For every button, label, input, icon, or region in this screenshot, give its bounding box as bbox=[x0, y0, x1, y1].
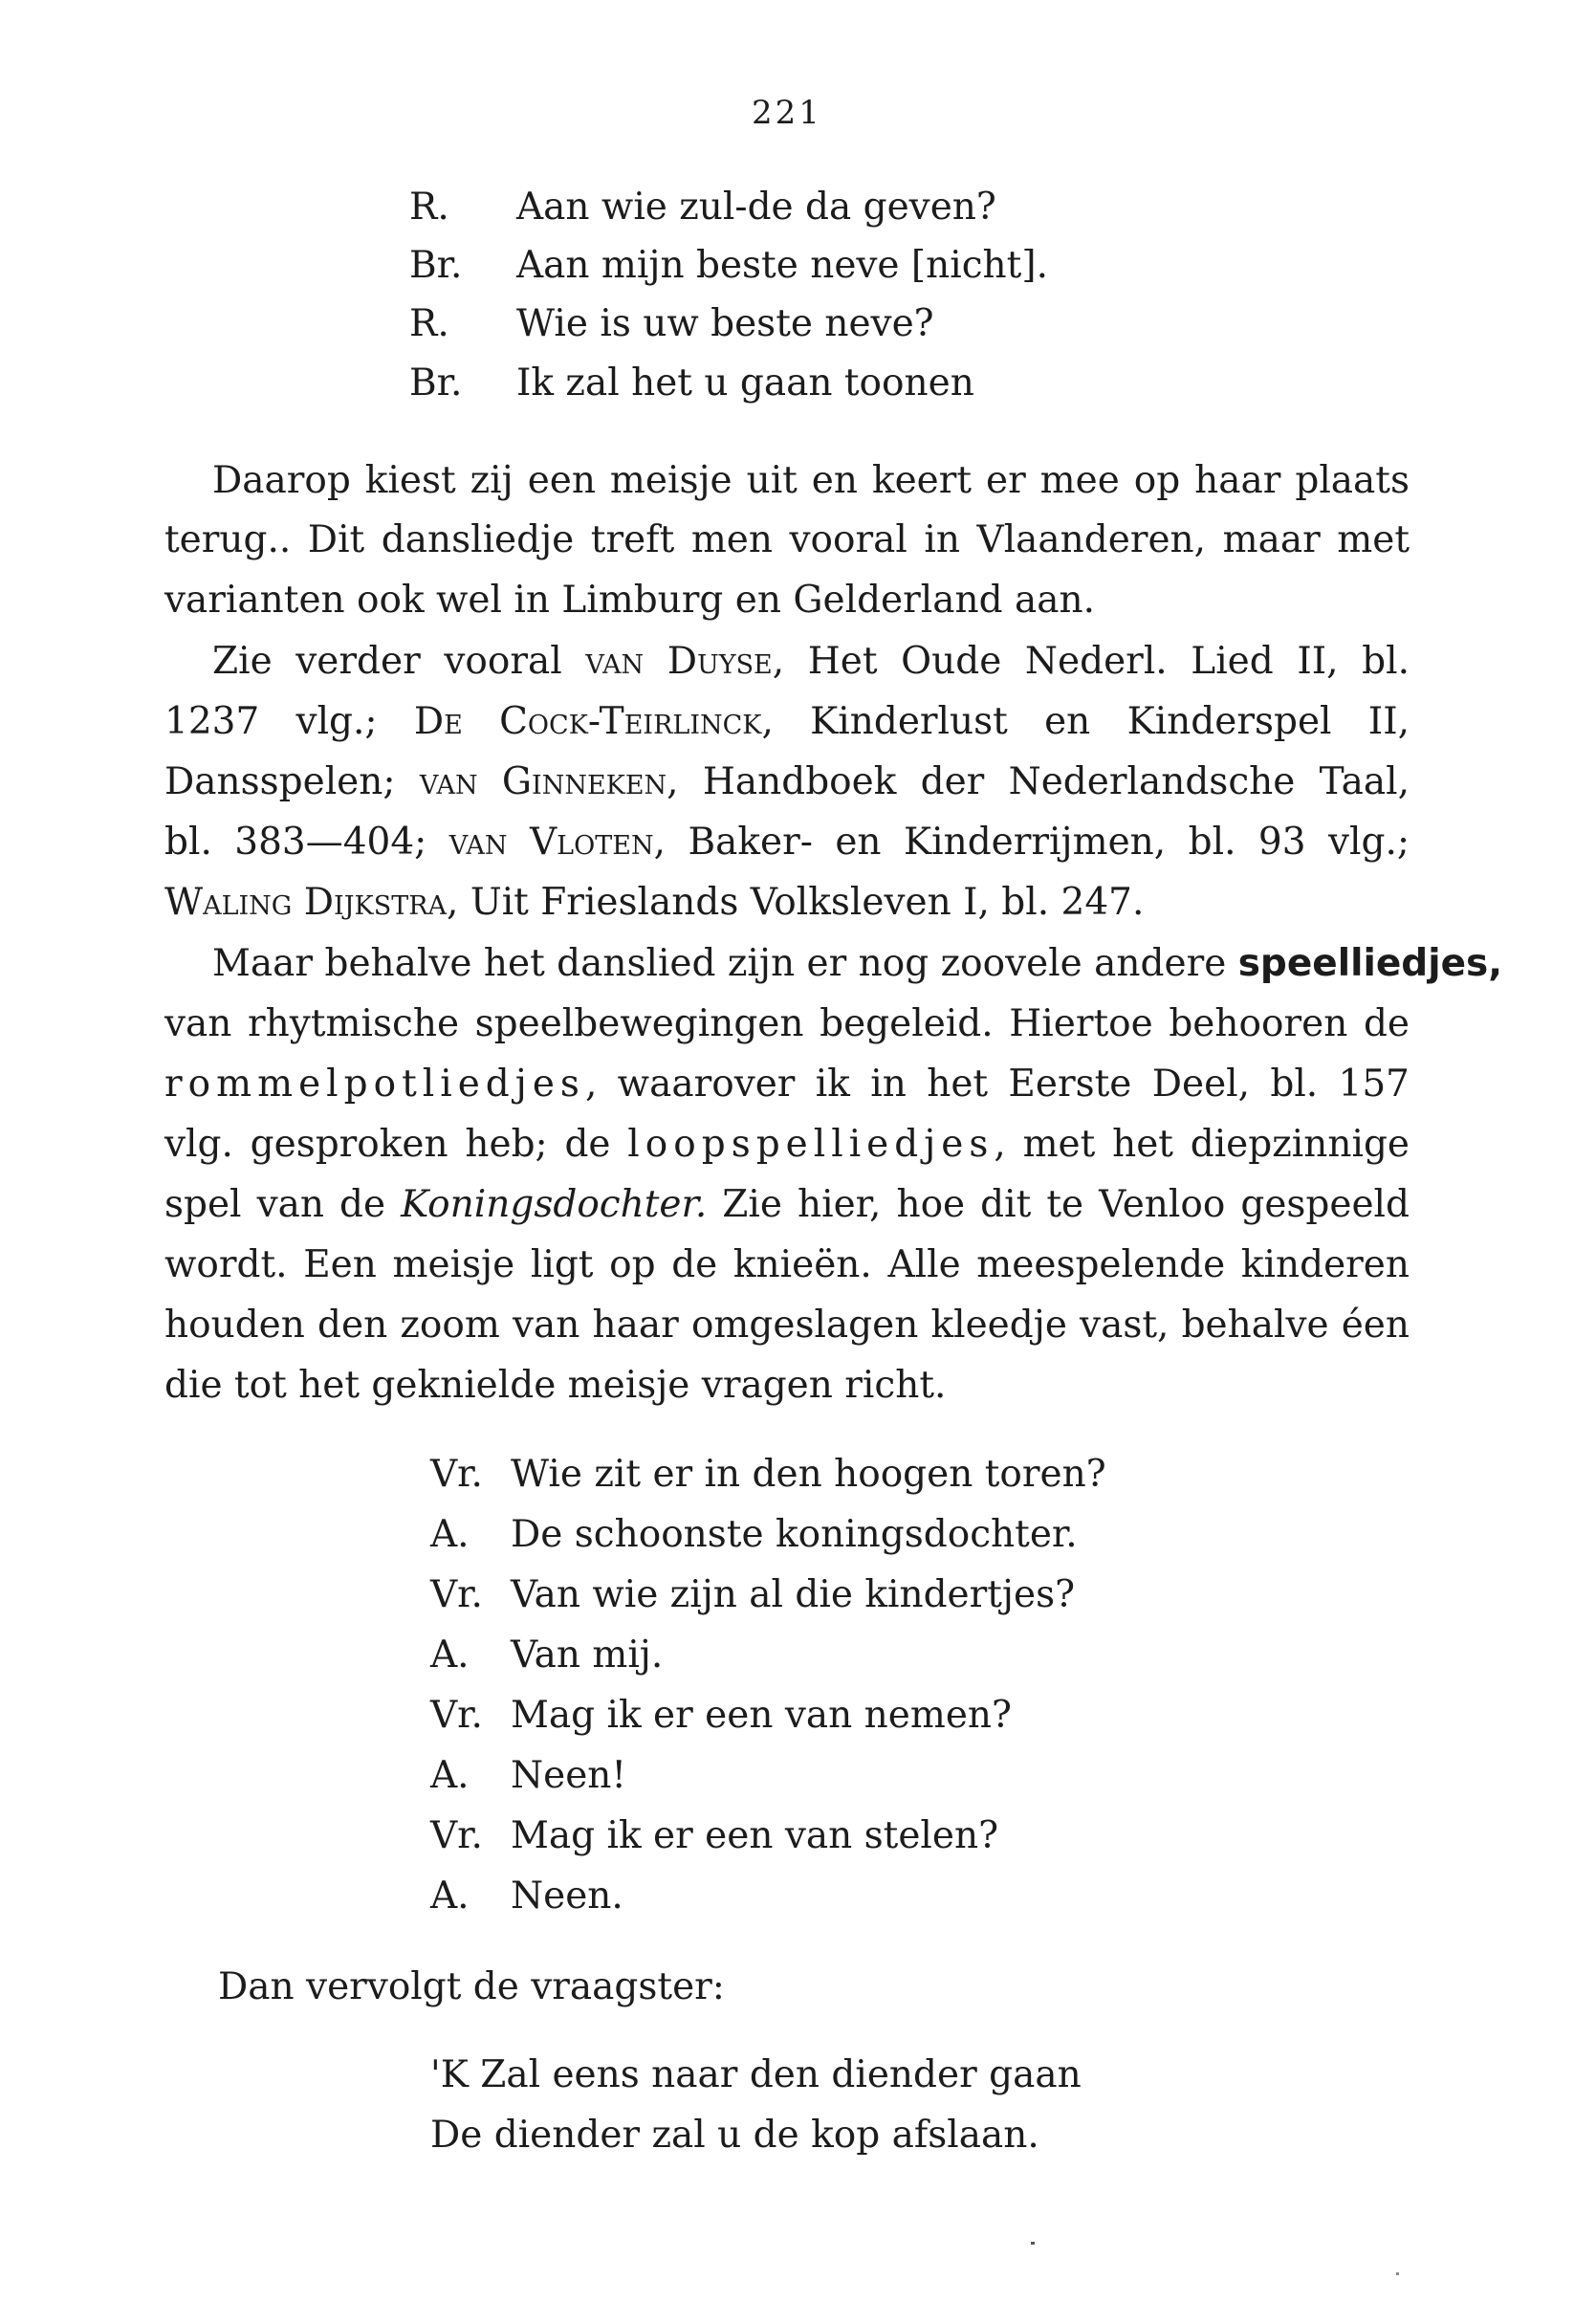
text-line bbox=[164, 1063, 1410, 1106]
speaker-label: Vr. bbox=[430, 1573, 483, 1616]
text-run: , Kinderlust en Kinderspel II, bbox=[761, 700, 1410, 743]
dialogue-line bbox=[409, 362, 974, 405]
dialogue-text: Neen. bbox=[511, 1875, 623, 1918]
author-name: van Ginneken bbox=[419, 760, 667, 803]
dialogue-text: Neen! bbox=[511, 1754, 627, 1797]
text-run: , Uit Frieslands Volksleven I, bl. 247. bbox=[447, 881, 1145, 924]
dialogue-text: De schoonste koningsdochter. bbox=[511, 1513, 1078, 1556]
text-run: vlg. gesproken heb; de bbox=[164, 1123, 628, 1166]
text-run: , Het Oude Nederl. Lied II, bl. bbox=[772, 640, 1410, 683]
text-run: Zie hier, hoe dit te Venloo gespeeld bbox=[707, 1183, 1410, 1226]
text-line: wordt. Een meisje ligt op de knieën. Alle meespelende kinderen bbox=[164, 1243, 1410, 1286]
dialogue-text: Wie is uw beste neve? bbox=[516, 302, 934, 345]
dialogue-line bbox=[430, 1453, 1106, 1496]
text-line: Daarop kiest zij een meisje uit en keert er mee op haar plaats bbox=[212, 459, 1410, 502]
author-name: van Vloten bbox=[448, 821, 654, 864]
dialogue-line bbox=[430, 1754, 627, 1797]
dialogue-line bbox=[409, 244, 1048, 287]
dialogue-line bbox=[430, 1814, 998, 1857]
speaker-label: Vr. bbox=[430, 1814, 483, 1857]
text-run: , Handboek der Nederlandsche Taal, bbox=[667, 760, 1410, 803]
author-name: De Cock-Teirlinck bbox=[413, 700, 762, 743]
dialogue-line bbox=[409, 302, 934, 345]
speaker-label: A. bbox=[430, 1754, 470, 1797]
speaker-label: A. bbox=[430, 1513, 470, 1556]
text-line bbox=[164, 881, 1410, 924]
speaker-label: Br. bbox=[409, 244, 463, 287]
spaced-term: rommelpotliedjes bbox=[164, 1063, 585, 1106]
verse-line: 'K Zal eens naar den diender gaan bbox=[430, 2053, 1082, 2096]
text-run: , waarover ik in het Eerste Deel, bl. 157 bbox=[584, 1063, 1410, 1106]
author-name: Waling Dijkstra bbox=[164, 881, 448, 924]
dialogue-text: Mag ik er een van stelen? bbox=[511, 1814, 998, 1857]
dialogue-text: Aan mijn beste neve [nicht]. bbox=[516, 244, 1048, 287]
text-line bbox=[164, 821, 1410, 864]
speaker-label: Br. bbox=[409, 362, 463, 405]
text-line bbox=[212, 942, 1503, 985]
ink-speck bbox=[1396, 2272, 1399, 2275]
text-run: spel van de bbox=[164, 1183, 402, 1226]
dialogue-text: Wie zit er in den hoogen toren? bbox=[511, 1453, 1106, 1496]
text-run: Zie verder vooral bbox=[212, 640, 586, 683]
dialogue-line bbox=[430, 1573, 1076, 1616]
text-line bbox=[212, 640, 1410, 683]
text-line bbox=[164, 700, 1410, 743]
speaker-label: Vr. bbox=[430, 1694, 483, 1737]
dialogue-text: Aan wie zul-de da geven? bbox=[516, 186, 996, 229]
text-line: die tot het geknielde meisje vragen richt. bbox=[164, 1364, 947, 1407]
text-line: houden den zoom van haar omgeslagen kleedje vast, behalve éen bbox=[164, 1304, 1410, 1347]
dialogue-text: Mag ik er een van nemen? bbox=[511, 1694, 1012, 1737]
verse-line: De diender zal u de kop afslaan. bbox=[430, 2114, 1039, 2157]
ink-speck bbox=[1031, 2242, 1035, 2245]
text-line bbox=[164, 760, 1410, 803]
text-run: Dansspelen; bbox=[164, 760, 420, 803]
text-run: , met het diepzinnige bbox=[994, 1123, 1410, 1166]
dialogue-line bbox=[430, 1633, 664, 1677]
dialogue-line bbox=[430, 1694, 1012, 1737]
dialogue-line bbox=[430, 1875, 623, 1918]
text-run: Maar behalve het danslied zijn er nog zoovele andere bbox=[212, 942, 1238, 985]
paragraph-vraagster: Dan vervolgt de vraagster: bbox=[218, 1965, 725, 2008]
text-line: varianten ook wel in Limburg en Gelderland aan. bbox=[164, 579, 1096, 622]
text-line: van rhytmische speelbewegingen begeleid. Hiertoe behooren de bbox=[164, 1002, 1410, 1045]
dialogue-text: Van wie zijn al die kindertjes? bbox=[511, 1573, 1076, 1616]
text-line: terug.. Dit dansliedje treft men vooral in Vlaanderen, maar met bbox=[164, 518, 1410, 561]
speaker-label: R. bbox=[409, 302, 449, 345]
speaker-label: R. bbox=[409, 186, 449, 229]
dialogue-text: Ik zal het u gaan toonen bbox=[516, 362, 974, 405]
speaker-label: A. bbox=[430, 1633, 470, 1677]
text-run: , Baker- en Kinderrijmen, bl. 93 vlg.; bbox=[653, 821, 1410, 864]
text-run: 1237 vlg.; bbox=[164, 700, 414, 743]
bold-term: speelliedjes, bbox=[1237, 942, 1503, 985]
text-line bbox=[164, 1183, 1410, 1226]
text-line bbox=[164, 1123, 1410, 1166]
page-number: 221 bbox=[752, 94, 822, 132]
author-name: van Duyse bbox=[585, 640, 773, 683]
spaced-term: loopspelliedjes bbox=[627, 1123, 995, 1166]
speaker-label: Vr. bbox=[430, 1453, 483, 1496]
italic-title: Koningsdochter. bbox=[401, 1183, 708, 1226]
dialogue-line bbox=[409, 186, 996, 229]
dialogue-line bbox=[430, 1513, 1078, 1556]
text-run: bl. 383—404; bbox=[164, 821, 449, 864]
dialogue-text: Van mij. bbox=[511, 1633, 664, 1677]
speaker-label: A. bbox=[430, 1875, 470, 1918]
